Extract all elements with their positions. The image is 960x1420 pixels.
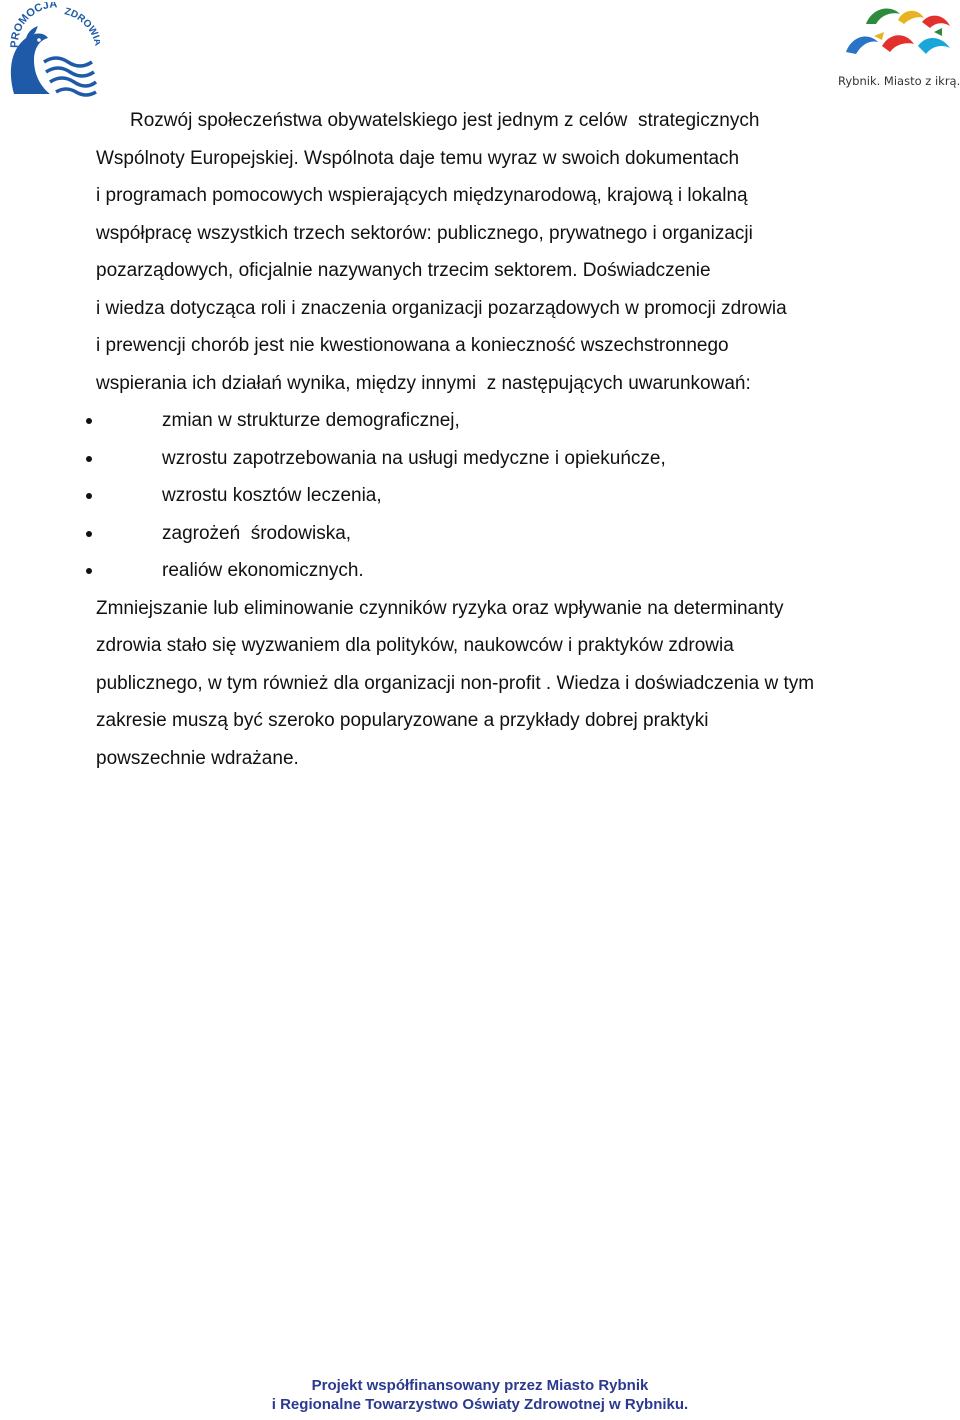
paragraph-line: współpracę wszystkich trzech sektorów: publicznego, prywatnego i organizacji [96,222,753,244]
paragraph-line: i prewencji chorób jest nie kwestionowana a konieczność wszechstronnego [96,335,729,356]
paragraph-line: wspierania ich działań wynika, między innymi z następujących uwarunkowań: [96,372,751,394]
logo-text-bottom: ZDROWI [63,6,100,41]
page-footer [0,1376,960,1414]
bullet-icon [86,418,92,424]
list-item-text: zagrożeń środowiska, [162,522,352,544]
bullet-icon [86,568,92,574]
paragraph-line: publicznego, w tym również dla organizacji non-profit . Wiedza i doświadczenia w tym [96,672,815,694]
bullet-icon [86,493,92,499]
paragraph-line: zakresie muszą być szeroko popularyzowane a przykłady dobrej praktyki [96,710,709,731]
fish-logo-icon [838,2,958,68]
list-item [96,477,936,515]
bullet-list [96,402,936,590]
paragraph-line: Wspólnoty Europejskiej. Wspólnota daje temu wyraz w swoich dokumentach [96,147,740,169]
paragraph-line: Rozwój społeczeństwa obywatelskiego jest jednym z celów strategicznych [130,110,760,131]
list-item-text: zmian w strukturze demograficznej, [162,410,460,431]
list-item [96,440,936,478]
footer-line-2: i Regionalne Towarzystwo Oświaty Zdrowotnej w Rybniku. [271,1396,689,1413]
footer-line-1: Projekt współfinansowany przez Miasto Rybnik [311,1377,649,1394]
list-item [96,402,936,440]
list-item [96,515,936,553]
dolphin-logo-icon [4,2,100,98]
paragraph-line: Zmniejszanie lub eliminowanie czynników ryzyka oraz wpływanie na determinanty [96,597,784,619]
rybnik-logo [838,2,958,88]
paragraph-line: i programach pomocowych wspierających międzynarodową, krajową i lokalną [96,185,748,206]
list-item-text: wzrostu kosztów leczenia, [162,485,382,506]
bullet-icon [86,456,92,462]
list-item-text: wzrostu zapotrzebowania na usługi medyczne i opiekuńcze, [162,447,666,469]
promocja-zdrowia-logo [4,2,100,98]
rybnik-logo-caption: Rybnik. Miasto z ikrą. [838,74,960,88]
svg-text:ZDROWIA [63,6,100,47]
document-body [96,102,936,777]
paragraph-line: zdrowia stało się wyzwaniem dla polityków, naukowców i praktyków zdrowia [96,635,734,656]
bullet-icon [86,531,92,537]
paragraph-line: pozarządowych, oficjalnie nazywanych trzecim sektorem. Doświadczenie [96,260,711,281]
list-item-text: realiów ekonomicznych. [162,560,364,581]
paragraph-line: powszechnie wdrażane. [96,747,299,769]
paragraph-line: i wiedza dotycząca roli i znaczenia organizacji pozarządowych w promocji zdrowia [96,297,787,319]
logo-text-top: PROMOCJA [8,2,58,49]
list-item [96,552,936,590]
